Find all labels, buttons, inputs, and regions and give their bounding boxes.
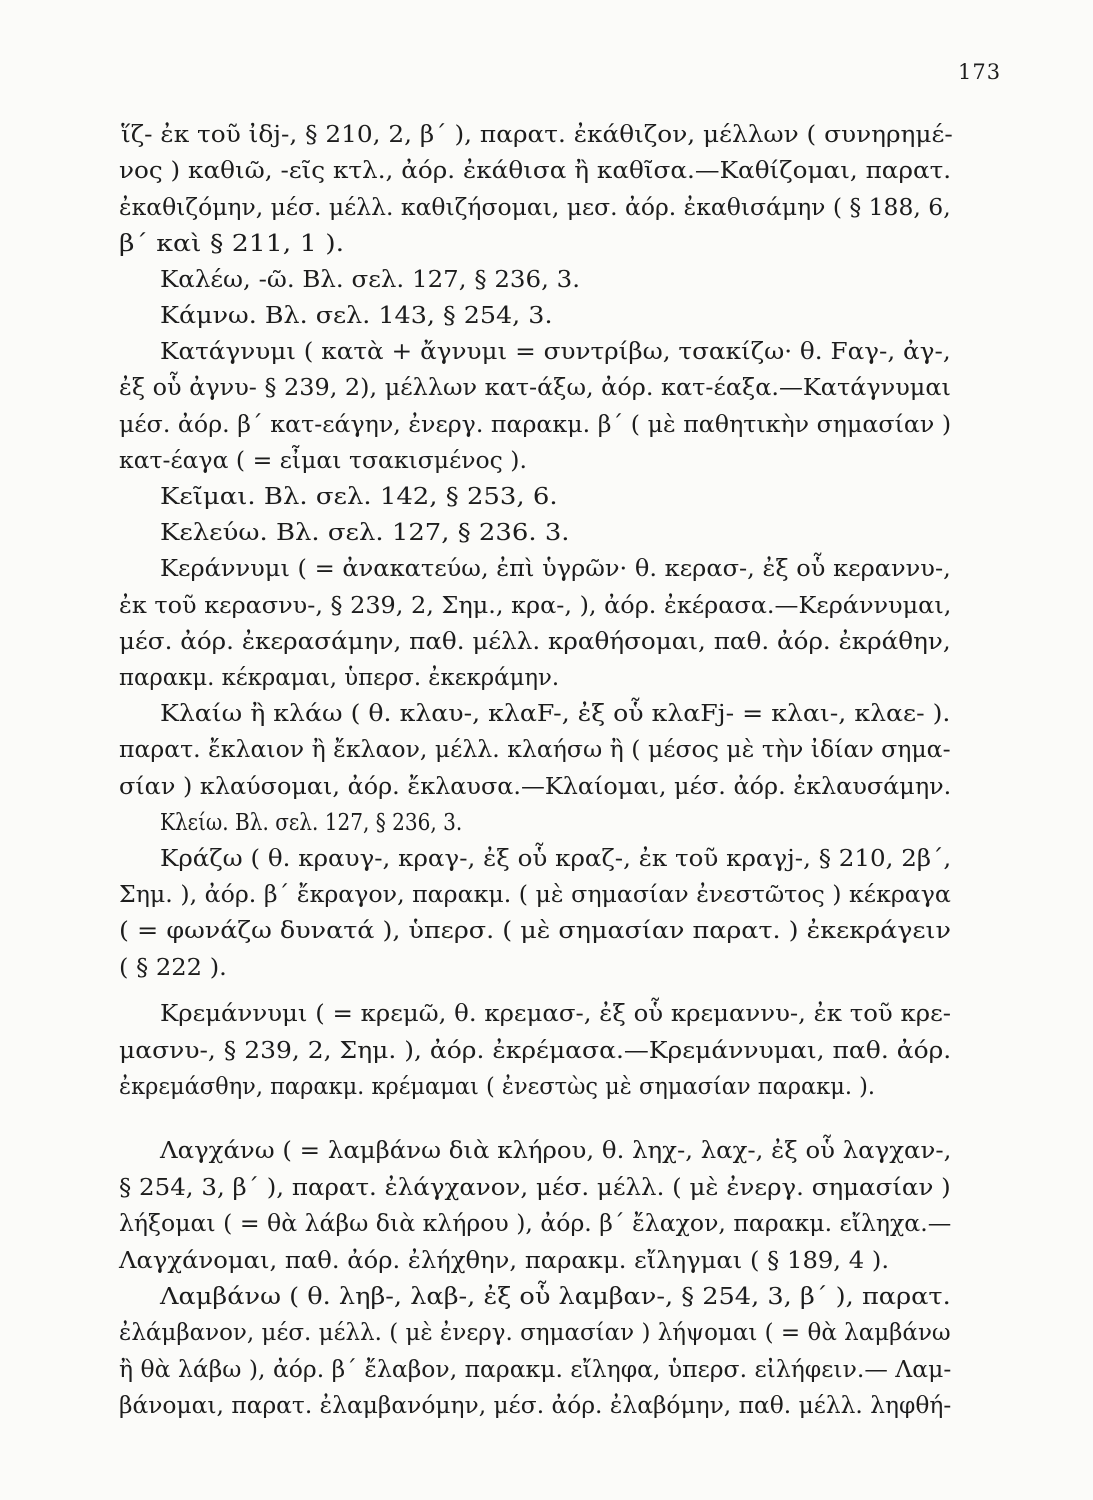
text-line: ἵζ- ἐκ τοῦ ἰδj-, § 210, 2, β΄ ), παρατ. ἐκάθιζον, μέλλων ( συνηρημέ- bbox=[121, 120, 953, 148]
text-line: ἐκ τοῦ κερασνυ-, § 239, 2, Σημ., κρα-, ), ἀόρ. ἐκέρασα.—Κεράννυμαι, bbox=[119, 591, 952, 619]
text-line: μέσ. ἀόρ. ἐκερασάμην, παθ. μέλλ. κραθήσομαι, παθ. ἀόρ. ἐκράθην, bbox=[119, 627, 951, 655]
verb-entry-line: Κατάγνυμι ( κατὰ + ἄγνυμι = συντρίβω, τσακίζω· θ. Fαγ-, ἀγ-, bbox=[160, 337, 951, 365]
verb-entry-line: Κεῖμαι. Βλ. σελ. 142, § 253, 6. bbox=[160, 482, 558, 510]
text-line: ἐξ οὗ ἀγνυ- § 239, 2), μέλλων κατ-άξω, ἀόρ. κατ-έαξα.—Κατάγνυμαι bbox=[119, 373, 951, 401]
page-number: 173 bbox=[958, 60, 1002, 84]
text-line: ( = φωνάζω δυνατά ), ὑπερσ. ( μὲ σημασίαν παρατ. ) ἐκεκράγειν bbox=[119, 916, 951, 944]
text-line: ἐκρεμάσθην, παρακμ. κρέμαμαι ( ἐνεστὼς μὲ σημασίαν παρακμ. ). bbox=[119, 1072, 876, 1100]
text-line: § 254, 3, β΄ ), παρατ. ἐλάγχανον, μέσ. μέλλ. ( μὲ ἐνεργ. σημασίαν ) bbox=[119, 1173, 951, 1201]
verb-entry-line: Κλαίω ἢ κλάω ( θ. κλαυ-, κλαF-, ἐξ οὗ κλαFj- = κλαι-, κλαε- ). bbox=[160, 699, 951, 727]
text-line: λήξομαι ( = θὰ λάβω διὰ κλήρου ), ἀόρ. β΄ ἔλαχον, παρακμ. εἴληχα.— bbox=[119, 1209, 952, 1237]
text-line: παρακμ. κέκραμαι, ὑπερσ. ἐκεκράμην. bbox=[119, 663, 560, 691]
verb-entry-line: Καλέω, -ῶ. Βλ. σελ. 127, § 236, 3. bbox=[160, 265, 581, 293]
verb-entry-line: Κράζω ( θ. κραυγ-, κραγ-, ἐξ οὗ κραζ-, ἐκ τοῦ κραγj-, § 210, 2β΄, bbox=[160, 844, 952, 872]
text-line: β΄ καὶ § 211, 1 ). bbox=[119, 229, 345, 257]
verb-entry-line: Λαμβάνω ( θ. ληβ-, λαβ-, ἐξ οὗ λαμβαν-, § 254, 3, β΄ ), παρατ. bbox=[160, 1282, 951, 1310]
text-line: νος ) καθιῶ, -εῖς κτλ., ἀόρ. ἐκάθισα ἢ καθῖσα.—Καθίζομαι, παρατ. bbox=[119, 156, 952, 184]
text-line: κατ-έαγα ( = εἶμαι τσακισμένος ). bbox=[119, 446, 527, 474]
verb-entry-line: Κελεύω. Βλ. σελ. 127, § 236. 3. bbox=[160, 518, 570, 546]
text-line: ἐκαθιζόμην, μέσ. μέλλ. καθιζήσομαι, μεσ. ἀόρ. ἐκαθισάμην ( § 188, 6, bbox=[119, 193, 951, 221]
text-line: μέσ. ἀόρ. β΄ κατ-εάγην, ἐνεργ. παρακμ. β΄ ( μὲ παθητικὴν σημασίαν ) bbox=[119, 410, 952, 438]
verb-entry-line: Κρεμάννυμι ( = κρεμῶ, θ. κρεμασ-, ἐξ οὗ κρεμαννυ-, ἐκ τοῦ κρε- bbox=[160, 999, 951, 1027]
verb-entry-line: Λαγχάνω ( = λαμβάνω διὰ κλήρου, θ. ληχ-, λαχ-, ἐξ οὗ λαγχαν-, bbox=[160, 1136, 952, 1164]
verb-entry-line: Κλείω. Βλ. σελ. 127, § 236, 3. bbox=[160, 808, 463, 836]
text-line: ( § 222 ). bbox=[119, 953, 227, 981]
text-line: σίαν ) κλαύσομαι, ἀόρ. ἔκλαυσα.—Κλαίομαι, μέσ. ἀόρ. ἐκλαυσάμην. bbox=[119, 772, 952, 800]
verb-entry-line: Κεράννυμι ( = ἀνακατεύω, ἐπὶ ὑγρῶν· θ. κερασ-, ἐξ οὗ κεραννυ-, bbox=[160, 554, 951, 582]
verb-entry-line: Κάμνω. Βλ. σελ. 143, § 254, 3. bbox=[160, 301, 553, 329]
text-line: ἐλάμβανον, μέσ. μέλλ. ( μὲ ἐνεργ. σημασίαν ) λήψομαι ( = θὰ λαμβάνω bbox=[119, 1318, 951, 1346]
text-line: Λαγχάνομαι, παθ. ἀόρ. ἐλήχθην, παρακμ. εἴληγμαι ( § 189, 4 ). bbox=[119, 1246, 890, 1274]
text-line: βάνομαι, παρατ. ἐλαμβανόμην, μέσ. ἀόρ. ἐλαβόμην, παθ. μέλλ. ληφθή- bbox=[119, 1391, 952, 1419]
text-line: παρατ. ἔκλαιον ἢ ἔκλαον, μέλλ. κλαήσω ἢ ( μέσος μὲ τὴν ἰδίαν σημα- bbox=[119, 735, 951, 763]
text-line: ἢ θὰ λάβω ), ἀόρ. β΄ ἔλαβον, παρακμ. εἴληφα, ὑπερσ. εἰλήφειν.— Λαμ- bbox=[119, 1355, 952, 1383]
text-line: Σημ. ), ἀόρ. β΄ ἔκραγον, παρακμ. ( μὲ σημασίαν ἐνεστῶτος ) κέκραγα bbox=[119, 880, 951, 908]
text-line: μασνυ-, § 239, 2, Σημ. ), ἀόρ. ἐκρέμασα.—Κρεμάννυμαι, παθ. ἀόρ. bbox=[119, 1036, 952, 1064]
